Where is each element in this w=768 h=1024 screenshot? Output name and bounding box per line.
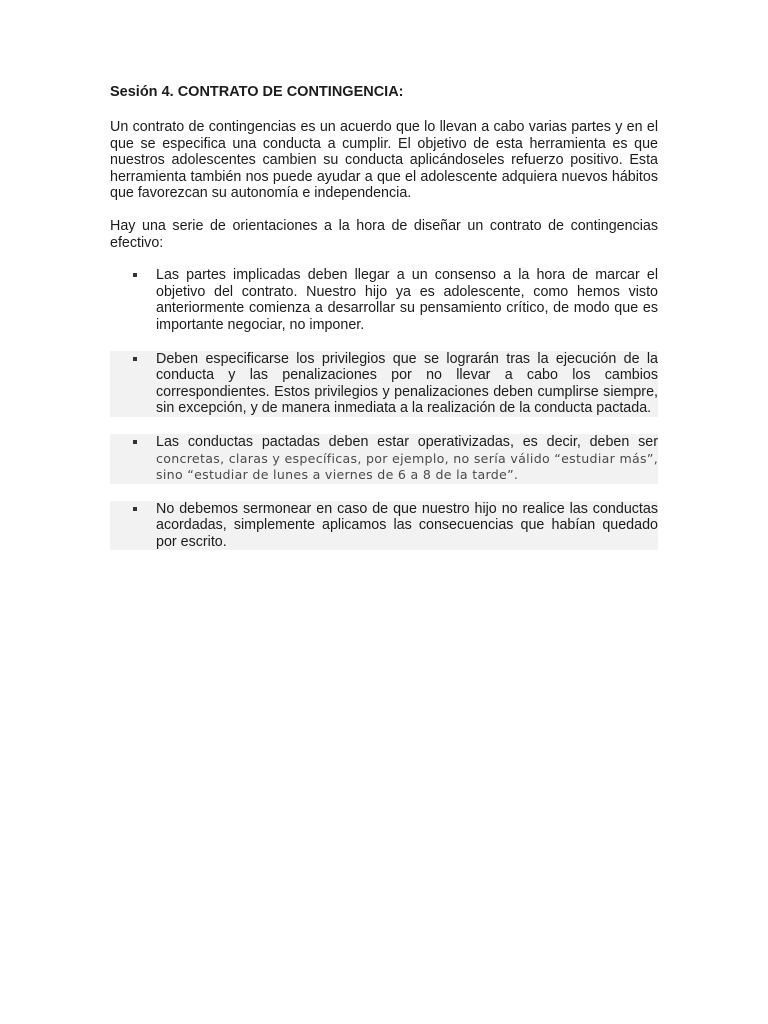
document-page [110,84,658,567]
list-item-text-example: concretas, claras y específicas, por ejemplo, no sería válido “estudiar más”, sino “estudiar de lunes a viernes de 6 a 8 de la tarde”. [156,450,659,483]
square-bullet-icon [133,357,137,361]
square-bullet-icon [133,273,137,277]
list-item [110,351,658,417]
list-item-text [156,434,658,484]
list-item [110,501,658,551]
session-heading: Sesión 4. CONTRATO DE CONTINGENCIA: [110,84,404,100]
square-bullet-icon [133,507,137,511]
guidelines-list [110,267,658,550]
list-item-text: Deben especificarse los privilegios que se lograrán tras la ejecución de la conducta y las penalizaciones por no llevar a cabo los cambios correspondientes. Estos privilegios y penalizaciones deben cumplirse siempre, sin excepción, y de manera inmediata a la realización de la conducta pactada. [156,350,658,417]
list-item-text: Las partes implicadas deben llegar a un consenso a la hora de marcar el objetivo del contrato. Nuestro hijo ya es adolescente, como hemos visto anteriormente comienza a desarrollar su pensamiento crítico, de modo que es importante negociar, no imponer. [156,267,658,333]
list-item [110,267,658,333]
list-item-text-start: Las conductas pactadas deben estar operativizadas, es decir, deben ser [156,433,658,450]
list-item [110,434,658,484]
guidelines-paragraph: Hay una serie de orientaciones a la hora de diseñar un contrato de contingencias efectivo: [110,217,658,251]
list-item-text: No debemos sermonear en caso de que nuestro hijo no realice las conductas acordadas, simplemente aplicamos las consecuencias que habían quedado por escrito. [156,500,658,550]
intro-paragraph: Un contrato de contingencias es un acuerdo que lo llevan a cabo varias partes y en el que se especifica una conducta a cumplir. El objetivo de esta herramienta es que nuestros adolescentes cambien su conducta aplicándoseles refuerzo positivo. Esta herramienta también nos puede ayudar a que el adolescente adquiera nuevos hábitos que favorezcan su autonomía e independencia. [110,119,658,202]
square-bullet-icon [133,440,137,444]
